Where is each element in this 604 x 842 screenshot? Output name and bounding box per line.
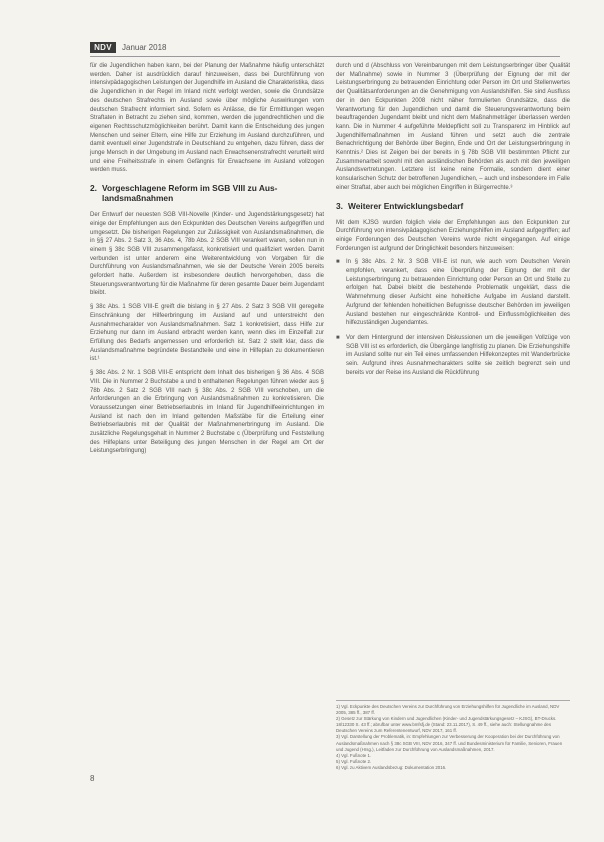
list-item — [336, 258, 570, 328]
journal-badge: NDV — [90, 42, 116, 53]
body-paragraph: für die Jugendlichen haben kann, bei der Planung der Maßnahme häufig unterschätzt werden. Daher ist ausdrücklich darauf hinzuweisen, dass bei Durchführung von intensivpädagogischen Leistungen der Jugendhilfe im Ausland die Charakteristika, dass die Jugendlichen in der Regel im Inland nicht verfolgt werden, sowie die Grundsätze des deutschen Strafrechts im Ausland sowie über mögliche Auswirkungen vom deutschen Strafrecht informiert sind. Sofern es Anlässe, die für Ermittlungen wegen Straftaten in Betracht zu ziehen sind, kommen, werden die jugendrechtlichen und die eigenen Rechtsschutzmöglichkeiten berührt. Damit kann die Entscheidung des jungen Menschen und seiner Eltern, eine Hilfe zur Erziehung im Ausland durchzuführen, und damit eventuell einer Jugendstrafe in Deutschland zu entgehen, dazu führen, dass der junge Mensch in der Umgebung im Ausland nach Erwachsenenstrafrecht verurteilt wird und eine Freiheitsstrafe in einem Gefängnis für Erwachsene im Ausland vollzogen werden muss. — [90, 63, 324, 174]
page-number: 8 — [90, 774, 95, 783]
section-heading-3 — [336, 201, 570, 211]
body-paragraph: Mit dem KJSG wurden folglich viele der Empfehlungen aus den Eckpunkten zur Durchführung von intensivpädagogischen Erziehungshilfen im Ausland aufgegriffen; auf einige Forderungen des Deutschen Vereins wurde nicht eingegangen. Auf einige Forderungen ist aufgrund der Dringlichkeit besonders hinzuweisen: — [336, 219, 570, 252]
body-paragraph: durch und d (Abschluss von Vereinbarungen mit dem Leistungserbringer über Qualität der Maßnahme) sowie in Nummer 3 (Überprüfung der Eignung der mit der Leistungserbringung zu betrauenden Einrichtung oder Person im Ort und Stellenwertes der Qualitätsanforderungen an die Genehmigung von Auslandshilfen. Sie sind Ausfluss der in den Eckpunkten 2008 nicht näher formulierten Grundsätze, dass die Verantwortung für den Jugendlichen und damit die Steuerungsverantwortung beim beauftragenden Jugendamt bleibt und nicht dem Maßnahmeträger überlassen werden kann. Die in Nummer 4 aufgeführte Meldepflicht soll zu Transparenz im Hinblick auf Jugendhilfemaßnahmen im Ausland führen und setzt auch die zentrale Benachrichtigung der Behörde über Beginn, Ende und Ort der Leistungserbringung in Kenntnis.² Dies ist Zeigen bei der bereits in § 78b SGB VIII bestimmten Pflicht zur Zusammenarbeit sowohl mit den ausländischen Behörden als auch mit den jeweiligen Auslandsvertretungen. Letztere ist keine reine Formalie, sondern dient einer konsularischen Schutz der betroffenen Jugendlichen, – auch und insbesondere im Falle einer Straftat, aber auch bei möglichen Eingriffen in Bürgerrechte.³ — [336, 63, 570, 191]
section-number: 3. — [336, 200, 343, 211]
section-heading-2 — [90, 183, 324, 203]
footnote: 4) Vgl. Fußnote 1. — [336, 752, 372, 758]
list-item-text: Vor dem Hintergrund der intensiven Diskussionen um die jeweiligen Vollzüge von SGB VIII ist es erforderlich, die Übergänge langfristig zu planen. Die Erziehungshilfe im Ausland sollte nur ein Teil eines umfassenden Hilfekonzeptes mit Wanderbrücke sein. Aufgrund ihres Ausnahmecharakters sollte sie zeitlich begrenzt sein und bereits vor der Reise ins Ausland die Rückführung — [346, 334, 570, 376]
page-header — [90, 42, 560, 54]
body-paragraph: § 38c Abs. 1 SGB VIII-E greift die bislang in § 27 Abs. 2 Satz 3 SGB VIII geregelte Einschränkung der Hilfeerbringung im Ausland auf und unterstreicht den Ausnahmecharakter von Auslandsmaßnahmen. Satz 1 konkretisiert, dass Hilfe zur Erziehung nur dann im Ausland erbracht werden kann, wenn dies im Einzelfall zur Erfüllung des Bedarfs angemessen und erforderlich ist. Satz 2 stellt klar, dass die Auslandsmaßnahme begründete Bestandteile und eine in Hilfeplan zu dokumentieren ist.¹ — [90, 304, 324, 363]
footnote: 2) Gesetz zur Stärkung von Kindern und Jugendlichen (Kinder- und Jugendstärkungsgesetz – KJSG), BT-Drucks. 18/12330 S. 43 ff.; abrufbar unter www.bmfsfj.de (Stand: 23.11.2017), S. 49 ff., siehe auch: Stellungnahme des Deutschen Vereins zum Referentenentwurf, NDV 2017, 161 ff. — [336, 716, 557, 734]
right-column — [336, 62, 570, 384]
list-item-text: In § 38c Abs. 2 Nr. 3 SGB VIII-E ist nun, wie auch vom Deutschen Verein empfohlen, verankert, dass eine Überprüfung der Eignung der mit der Leistungserbringung zu betrauenden Einrichtung oder Person an Ort und Stelle zu erfolgen hat. Dabei bleibt die bestehende Problematik ungeklärt, dass die Wahrnehmung dieser Aufsicht eine hoheitliche Aufgabe im Ausland darstellt. Aufgrund der fehlenden hoheitlichen Befugnisse deutscher Behörden im jeweiligen Ausland bestehen nur eingeschränkte Kontroll- und Einflussmöglichkeiten des hilfezuständigen Jugendamtes. — [346, 259, 570, 327]
body-paragraph: § 38c Abs. 2 Nr. 1 SGB VIII-E entspricht dem Inhalt des bisherigen § 36 Abs. 4 SGB VIII. Die in Nummer 2 Buchstabe a und b enthaltenen Regelungen führen wieder aus § 78b Abs. 2 Satz 2 SGB VIII nach § 38c Abs. 2 SGB VIII verschoben, um die Anforderungen an die Erbringung von Auslandsmaßnahmen zu konkretisieren. Die Voraussetzungen einer Betriebserlaubnis im Inland für Jugendhilfeeinrichtungen im Ausland ist nach den im Inland geltenden Maßstäbe für die Erteilung einer Betriebserlaubnis mit der Qualität der Maßnahmenerbringung im Ausland. Die zusätzliche Regelungsgehalt in Nummer 2 Buchstabe c (Überprüfung und Feststellung des Hilfeplans unter Beteiligung des jungen Menschen in der Regel am Ort der Leistungserbringung) — [90, 370, 324, 455]
issue-date: Januar 2018 — [122, 43, 167, 52]
section-title-line2: landsmaßnahmen — [102, 193, 174, 204]
list-item — [336, 334, 570, 378]
section-number: 2. — [90, 183, 97, 194]
section-title-line1: Vorgeschlagene Reform im SGB VIII zu Aus- — [102, 183, 278, 194]
footnotes — [336, 700, 570, 771]
footnote: 6) Vgl. zu Aktivem Auslandsbezug: Dokumentation 2016. — [336, 764, 447, 770]
bullet-icon: ■ — [336, 334, 340, 341]
bullet-icon: ■ — [336, 259, 340, 266]
footnote: 1) Vgl. Eckpunkte des Deutschen Vereins zur Durchführung von Erziehungshilfen für Jugendliche im Ausland, NDV 2005, 385 ff., 387 ff. — [336, 704, 560, 716]
header-rule — [90, 56, 560, 57]
footnote: 3) Vgl. Darstellung der Problematik, in: Empfehlungen zur Verbesserung der Kooperation bei der Durchführung von Auslandsmaßnahmen nach § 38c SGB VIII, NDV 2016, 347 ff. und Bundesministerium für Familie, Senioren, Frauen und Jugend (Hrsg.), Leitfaden zur Durchführung von Auslandsmaßnahmen, 2017. — [336, 734, 563, 752]
body-paragraph: Der Entwurf der neuesten SGB VIII-Novelle (Kinder- und Jugendstärkungsgesetz) hat einige der Empfehlungen aus den Eckpunkten des Deutschen Vereins aufgegriffen und umgesetzt. Die bisherigen Regelungen zur Zulässigkeit von Auslandsmaßnahmen, die in §§ 27 Abs. 2 Satz 3, 36 Abs. 4, 78b Abs. 2 SGB VIII verankert waren, sollen nun in einem § 38c SGB VIII zusammengefasst, konkretisiert und qualifiziert werden. Damit verbunden ist unter anderem eine Weiterentwicklung von Vorgaben für die Durchführung von Auslandsmaßnahmen, wie sie der Deutsche Verein 2005 bereits gefordert hatte. Außerdem ist insbesondere deutlich hervorgehoben, dass die Steuerungsverantwortung für die Maßnahme für deren gesamte Dauer beim Jugendamt bleibt. — [90, 212, 324, 297]
footnote: 5) Vgl. Fußnote 2. — [336, 758, 372, 764]
left-column — [90, 62, 324, 461]
section-title: Weiterer Entwicklungsbedarf — [348, 200, 464, 211]
